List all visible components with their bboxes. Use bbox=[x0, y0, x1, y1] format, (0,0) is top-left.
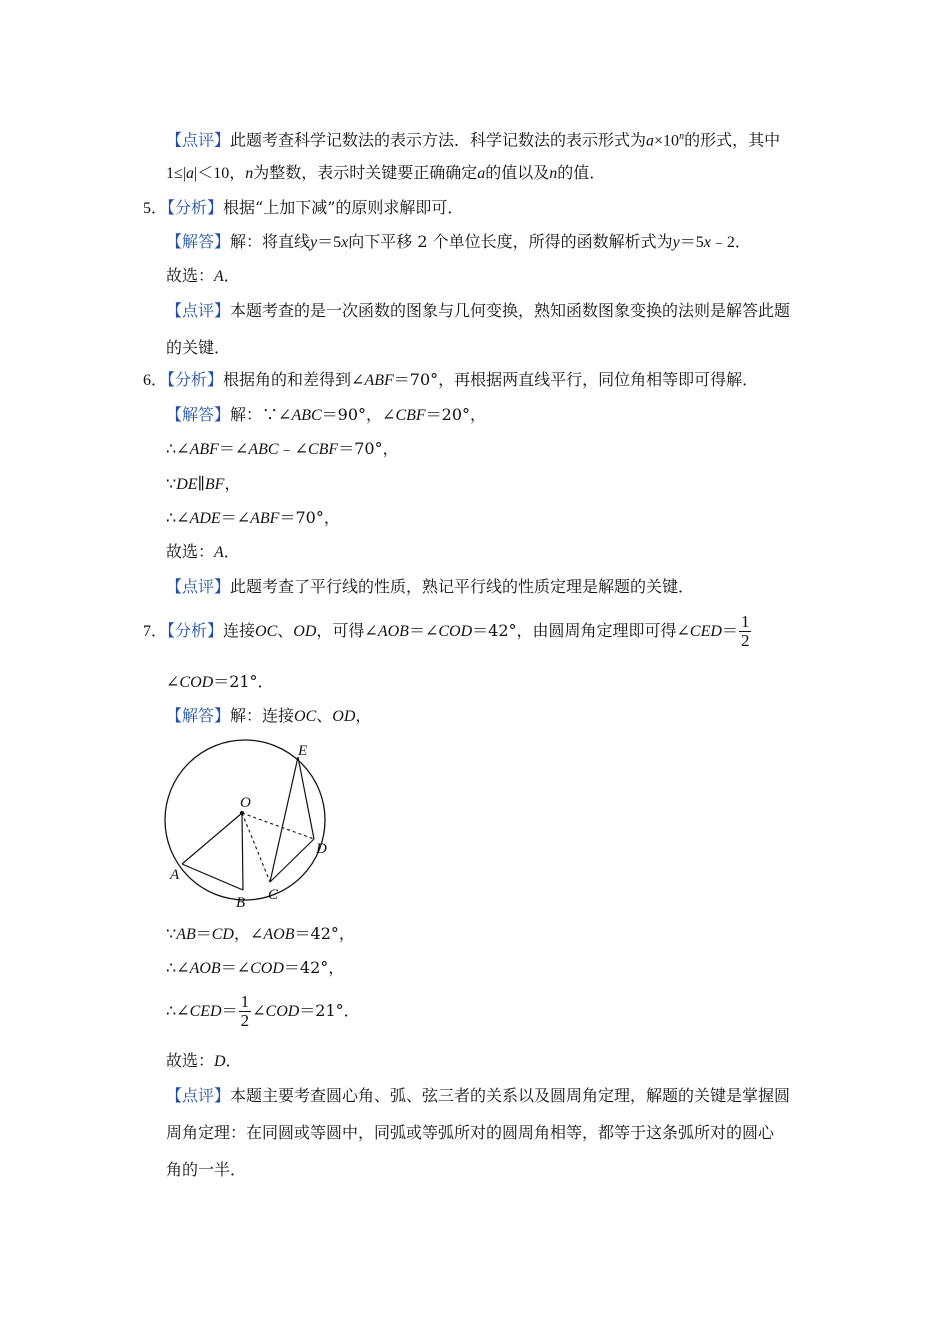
q6-answer-1: 【解答】解：∵∠ABC＝90°，∠CBF＝20°， bbox=[166, 405, 487, 424]
q5-answer: 【解答】解：将直线y＝5x向下平移 2 个单位长度，所得的函数解析式为y＝5x﹣2． bbox=[166, 232, 751, 251]
segment-ob bbox=[242, 813, 243, 890]
question-number: 5． bbox=[143, 200, 168, 217]
answer-tag: 【解答】 bbox=[166, 232, 231, 251]
analysis-tag: 【分析】 bbox=[167, 370, 224, 389]
fraction-one-half: $\frac{1}{2}$ bbox=[240, 992, 250, 1030]
question-number: 6． bbox=[143, 372, 168, 389]
segment-od bbox=[242, 813, 314, 839]
q7-answer: 【解答】解：连接OC、OD， bbox=[166, 706, 372, 725]
q7-review-line-2: 周角定理：在同圆或等圆中，同弧或等弧所对的圆周角相等，都等于这条弧所对的圆心 bbox=[166, 1123, 775, 1142]
segment-ec bbox=[270, 757, 298, 882]
analysis-tag: 【分析】 bbox=[167, 621, 224, 640]
q5-review-line-2: 的关键． bbox=[166, 338, 231, 357]
q6-choice: 故选：A． bbox=[166, 542, 240, 561]
center-point bbox=[240, 811, 244, 815]
label-b: B bbox=[236, 895, 246, 911]
q6-answer-3: ∵DE∥BF， bbox=[166, 474, 241, 493]
analysis-tag: 【分析】 bbox=[167, 198, 224, 217]
question-number: 7． bbox=[143, 623, 168, 640]
segment-oa bbox=[182, 813, 242, 864]
segment-ed bbox=[298, 757, 314, 839]
answer-tag: 【解答】 bbox=[166, 405, 231, 424]
label-d: D bbox=[316, 841, 327, 857]
q5-choice: 故选：A． bbox=[166, 266, 240, 285]
q7-analysis-line-2: ∠COD＝21°． bbox=[166, 672, 274, 691]
q6-answer-2: ∴∠ABF＝∠ABC﹣∠CBF＝70°， bbox=[166, 439, 399, 458]
q7-step-2: ∴∠AOB＝∠COD＝42°， bbox=[166, 958, 345, 977]
segment-cd bbox=[270, 839, 314, 882]
review-tag: 【点评】 bbox=[166, 130, 231, 150]
q7-analysis: 7．【分析】连接OC、OD，可得∠AOB＝∠COD＝42°，由圆周角定理即可得∠CED＝ $\frac{1}{2}$ bbox=[143, 612, 750, 650]
answer-tag: 【解答】 bbox=[166, 706, 231, 725]
q7-step-1: ∵AB＝CD，∠AOB＝42°， bbox=[166, 924, 355, 943]
fraction-one-half: $\frac{1}{2}$ bbox=[740, 612, 750, 650]
q7-review-line-1: 【点评】本题主要考查圆心角、弧、弦三者的关系以及圆周角定理，解题的关键是掌握圆 bbox=[166, 1086, 791, 1105]
q6-answer-4: ∴∠ADE＝∠ABF＝70°， bbox=[166, 508, 340, 527]
q7-review-line-3: 角的一半． bbox=[166, 1160, 247, 1179]
segment-oc bbox=[242, 813, 270, 882]
review-tag: 【点评】 bbox=[166, 577, 231, 596]
label-a: A bbox=[170, 867, 180, 883]
q5-review-line-1: 【点评】本题考查的是一次函数的图象与几何变换，熟知函数图象变换的法则是解答此题 bbox=[166, 301, 791, 320]
q6-analysis: 6．【分析】根据角的和差得到∠ABF＝70°，再根据两直线平行，同位角相等即可得解． bbox=[143, 370, 759, 389]
q5-analysis: 5．【分析】根据“上加下减”的原则求解即可． bbox=[143, 198, 464, 217]
q4-review-line-2: 1≤|a|＜10，n为整数，表示时关键要正确确定a的值以及n的值． bbox=[166, 163, 606, 182]
q6-review: 【点评】此题考查了平行线的性质，熟记平行线的性质定理是解题的关键． bbox=[166, 577, 695, 596]
review-tag: 【点评】 bbox=[166, 1086, 231, 1105]
label-e: E bbox=[298, 743, 308, 759]
q7-step-3: ∴∠CED＝ $\frac{1}{2}$ ∠COD＝21°． bbox=[166, 992, 360, 1030]
q7-choice: 故选：D． bbox=[166, 1051, 242, 1070]
q4-review-line-1: 【点评】此题考查科学记数法的表示方法．科学记数法的表示形式为$a\times 10^n$的形式，其中 bbox=[166, 130, 781, 150]
label-c: C bbox=[268, 887, 279, 903]
review-tag: 【点评】 bbox=[166, 301, 231, 320]
circle-figure bbox=[160, 735, 340, 915]
segment-ab bbox=[182, 864, 243, 890]
label-o: O bbox=[240, 795, 251, 811]
